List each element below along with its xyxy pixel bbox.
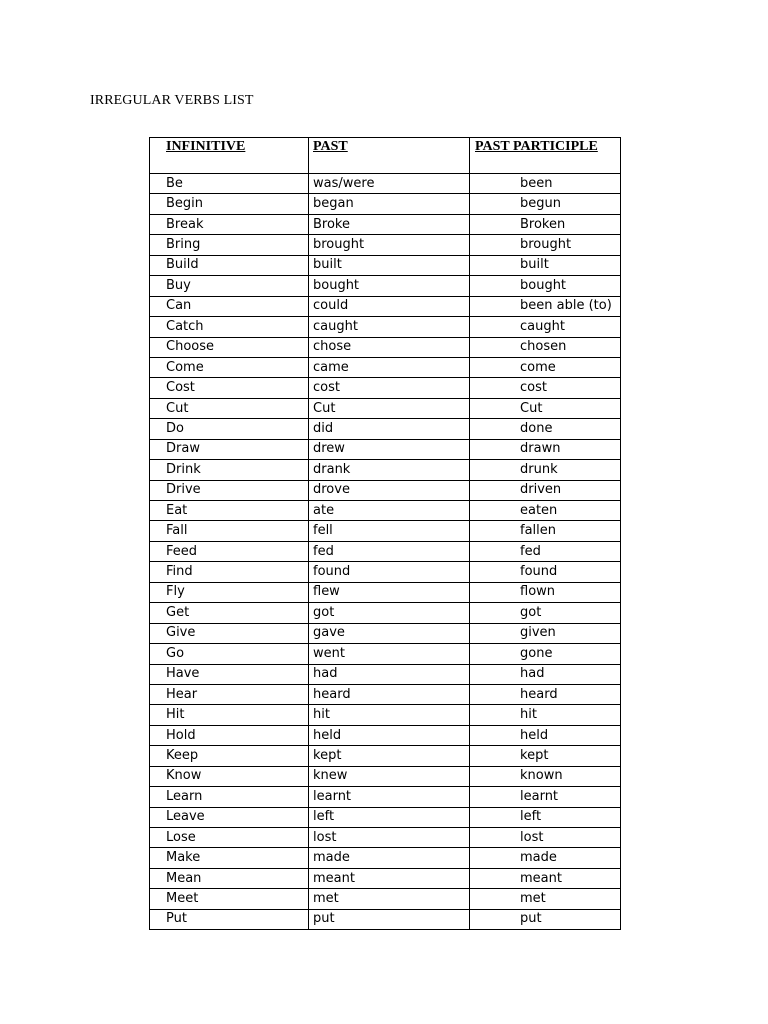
cell-infinitive: Do bbox=[150, 419, 309, 439]
cell-past-participle: chosen bbox=[470, 337, 621, 357]
cell-past: began bbox=[309, 194, 470, 214]
cell-infinitive: Break bbox=[150, 214, 309, 234]
cell-infinitive: Build bbox=[150, 255, 309, 275]
table-row bbox=[150, 296, 621, 316]
cell-past: heard bbox=[309, 684, 470, 704]
table-row bbox=[150, 766, 621, 786]
table-row bbox=[150, 378, 621, 398]
table-row bbox=[150, 174, 621, 194]
cell-infinitive: Hold bbox=[150, 725, 309, 745]
cell-past-participle: eaten bbox=[470, 501, 621, 521]
cell-past: brought bbox=[309, 235, 470, 255]
table-row bbox=[150, 255, 621, 275]
table-row bbox=[150, 603, 621, 623]
cell-past-participle: met bbox=[470, 889, 621, 909]
cell-past-participle: got bbox=[470, 603, 621, 623]
table-row bbox=[150, 235, 621, 255]
cell-infinitive: Find bbox=[150, 562, 309, 582]
cell-infinitive: Fly bbox=[150, 582, 309, 602]
table-row bbox=[150, 419, 621, 439]
cell-past: drank bbox=[309, 460, 470, 480]
header-past: PAST bbox=[309, 138, 470, 174]
table-row bbox=[150, 725, 621, 745]
table-row bbox=[150, 398, 621, 418]
cell-past: caught bbox=[309, 317, 470, 337]
cell-past-participle: Cut bbox=[470, 398, 621, 418]
cell-past-participle: held bbox=[470, 725, 621, 745]
cell-infinitive: Know bbox=[150, 766, 309, 786]
cell-past-participle: been bbox=[470, 174, 621, 194]
cell-past-participle: come bbox=[470, 357, 621, 377]
cell-past: drove bbox=[309, 480, 470, 500]
table-row bbox=[150, 194, 621, 214]
table-row bbox=[150, 480, 621, 500]
cell-past-participle: driven bbox=[470, 480, 621, 500]
cell-past-participle: caught bbox=[470, 317, 621, 337]
cell-past-participle: learnt bbox=[470, 787, 621, 807]
cell-past: went bbox=[309, 644, 470, 664]
cell-infinitive: Get bbox=[150, 603, 309, 623]
cell-infinitive: Eat bbox=[150, 501, 309, 521]
cell-past-participle: heard bbox=[470, 684, 621, 704]
cell-past: was/were bbox=[309, 174, 470, 194]
cell-past-participle: put bbox=[470, 909, 621, 929]
cell-past: chose bbox=[309, 337, 470, 357]
cell-past: Cut bbox=[309, 398, 470, 418]
header-past-participle: PAST PARTICIPLE bbox=[470, 138, 621, 174]
cell-past: cost bbox=[309, 378, 470, 398]
table-row bbox=[150, 317, 621, 337]
cell-infinitive: Mean bbox=[150, 868, 309, 888]
cell-past: found bbox=[309, 562, 470, 582]
cell-past-participle: Broken bbox=[470, 214, 621, 234]
cell-infinitive: Lose bbox=[150, 828, 309, 848]
cell-past: hit bbox=[309, 705, 470, 725]
table-row bbox=[150, 787, 621, 807]
cell-infinitive: Choose bbox=[150, 337, 309, 357]
cell-infinitive: Cost bbox=[150, 378, 309, 398]
cell-past: met bbox=[309, 889, 470, 909]
cell-past-participle: drunk bbox=[470, 460, 621, 480]
cell-past-participle: done bbox=[470, 419, 621, 439]
verbs-table bbox=[149, 137, 621, 930]
cell-infinitive: Fall bbox=[150, 521, 309, 541]
cell-infinitive: Learn bbox=[150, 787, 309, 807]
table-row bbox=[150, 276, 621, 296]
cell-past: built bbox=[309, 255, 470, 275]
cell-past: flew bbox=[309, 582, 470, 602]
cell-past: bought bbox=[309, 276, 470, 296]
cell-past-participle: gone bbox=[470, 644, 621, 664]
cell-infinitive: Hit bbox=[150, 705, 309, 725]
cell-past-participle: brought bbox=[470, 235, 621, 255]
cell-past-participle: had bbox=[470, 664, 621, 684]
cell-infinitive: Bring bbox=[150, 235, 309, 255]
cell-past: knew bbox=[309, 766, 470, 786]
header-row bbox=[150, 138, 621, 174]
cell-past: gave bbox=[309, 623, 470, 643]
cell-infinitive: Keep bbox=[150, 746, 309, 766]
cell-past: had bbox=[309, 664, 470, 684]
table-row bbox=[150, 828, 621, 848]
cell-past-participle: built bbox=[470, 255, 621, 275]
cell-infinitive: Drink bbox=[150, 460, 309, 480]
cell-past: meant bbox=[309, 868, 470, 888]
cell-infinitive: Go bbox=[150, 644, 309, 664]
table-row bbox=[150, 214, 621, 234]
cell-infinitive: Cut bbox=[150, 398, 309, 418]
table-row bbox=[150, 521, 621, 541]
cell-infinitive: Make bbox=[150, 848, 309, 868]
table-row bbox=[150, 807, 621, 827]
cell-infinitive: Have bbox=[150, 664, 309, 684]
cell-past-participle: cost bbox=[470, 378, 621, 398]
table-row bbox=[150, 664, 621, 684]
cell-past-participle: made bbox=[470, 848, 621, 868]
cell-past: ate bbox=[309, 501, 470, 521]
cell-past: lost bbox=[309, 828, 470, 848]
table-row bbox=[150, 357, 621, 377]
cell-past-participle: flown bbox=[470, 582, 621, 602]
table-row bbox=[150, 582, 621, 602]
cell-infinitive: Feed bbox=[150, 541, 309, 561]
cell-past: came bbox=[309, 357, 470, 377]
cell-infinitive: Hear bbox=[150, 684, 309, 704]
table-row bbox=[150, 868, 621, 888]
table-row bbox=[150, 705, 621, 725]
cell-past: got bbox=[309, 603, 470, 623]
cell-past-participle: fallen bbox=[470, 521, 621, 541]
table-row bbox=[150, 746, 621, 766]
table-row bbox=[150, 684, 621, 704]
cell-past-participle: fed bbox=[470, 541, 621, 561]
cell-past-participle: drawn bbox=[470, 439, 621, 459]
table-row bbox=[150, 337, 621, 357]
cell-past-participle: meant bbox=[470, 868, 621, 888]
cell-past-participle: begun bbox=[470, 194, 621, 214]
cell-past: held bbox=[309, 725, 470, 745]
cell-past: fell bbox=[309, 521, 470, 541]
cell-past: left bbox=[309, 807, 470, 827]
cell-infinitive: Leave bbox=[150, 807, 309, 827]
cell-past-participle: known bbox=[470, 766, 621, 786]
cell-infinitive: Buy bbox=[150, 276, 309, 296]
cell-past: fed bbox=[309, 541, 470, 561]
table-row bbox=[150, 501, 621, 521]
table-body bbox=[150, 174, 621, 930]
cell-past-participle: kept bbox=[470, 746, 621, 766]
cell-past: did bbox=[309, 419, 470, 439]
table-row bbox=[150, 644, 621, 664]
table-row bbox=[150, 889, 621, 909]
cell-past-participle: bought bbox=[470, 276, 621, 296]
table-row bbox=[150, 562, 621, 582]
page-title: IRREGULAR VERBS LIST bbox=[90, 93, 254, 108]
cell-infinitive: Put bbox=[150, 909, 309, 929]
table-row bbox=[150, 848, 621, 868]
cell-infinitive: Begin bbox=[150, 194, 309, 214]
cell-infinitive: Meet bbox=[150, 889, 309, 909]
cell-infinitive: Can bbox=[150, 296, 309, 316]
cell-infinitive: Draw bbox=[150, 439, 309, 459]
table-row bbox=[150, 909, 621, 929]
cell-past-participle: been able (to) bbox=[470, 296, 621, 316]
table-header bbox=[150, 138, 621, 174]
cell-infinitive: Drive bbox=[150, 480, 309, 500]
table-row bbox=[150, 460, 621, 480]
cell-past: learnt bbox=[309, 787, 470, 807]
cell-past: kept bbox=[309, 746, 470, 766]
cell-past-participle: left bbox=[470, 807, 621, 827]
cell-infinitive: Catch bbox=[150, 317, 309, 337]
cell-past: made bbox=[309, 848, 470, 868]
table-row bbox=[150, 439, 621, 459]
cell-infinitive: Give bbox=[150, 623, 309, 643]
cell-past: Broke bbox=[309, 214, 470, 234]
cell-past: drew bbox=[309, 439, 470, 459]
header-infinitive: INFINITIVE bbox=[150, 138, 309, 174]
cell-infinitive: Come bbox=[150, 357, 309, 377]
cell-past-participle: lost bbox=[470, 828, 621, 848]
cell-past-participle: found bbox=[470, 562, 621, 582]
cell-past: put bbox=[309, 909, 470, 929]
cell-past: could bbox=[309, 296, 470, 316]
table-row bbox=[150, 541, 621, 561]
table-row bbox=[150, 623, 621, 643]
cell-infinitive: Be bbox=[150, 174, 309, 194]
cell-past-participle: given bbox=[470, 623, 621, 643]
cell-past-participle: hit bbox=[470, 705, 621, 725]
